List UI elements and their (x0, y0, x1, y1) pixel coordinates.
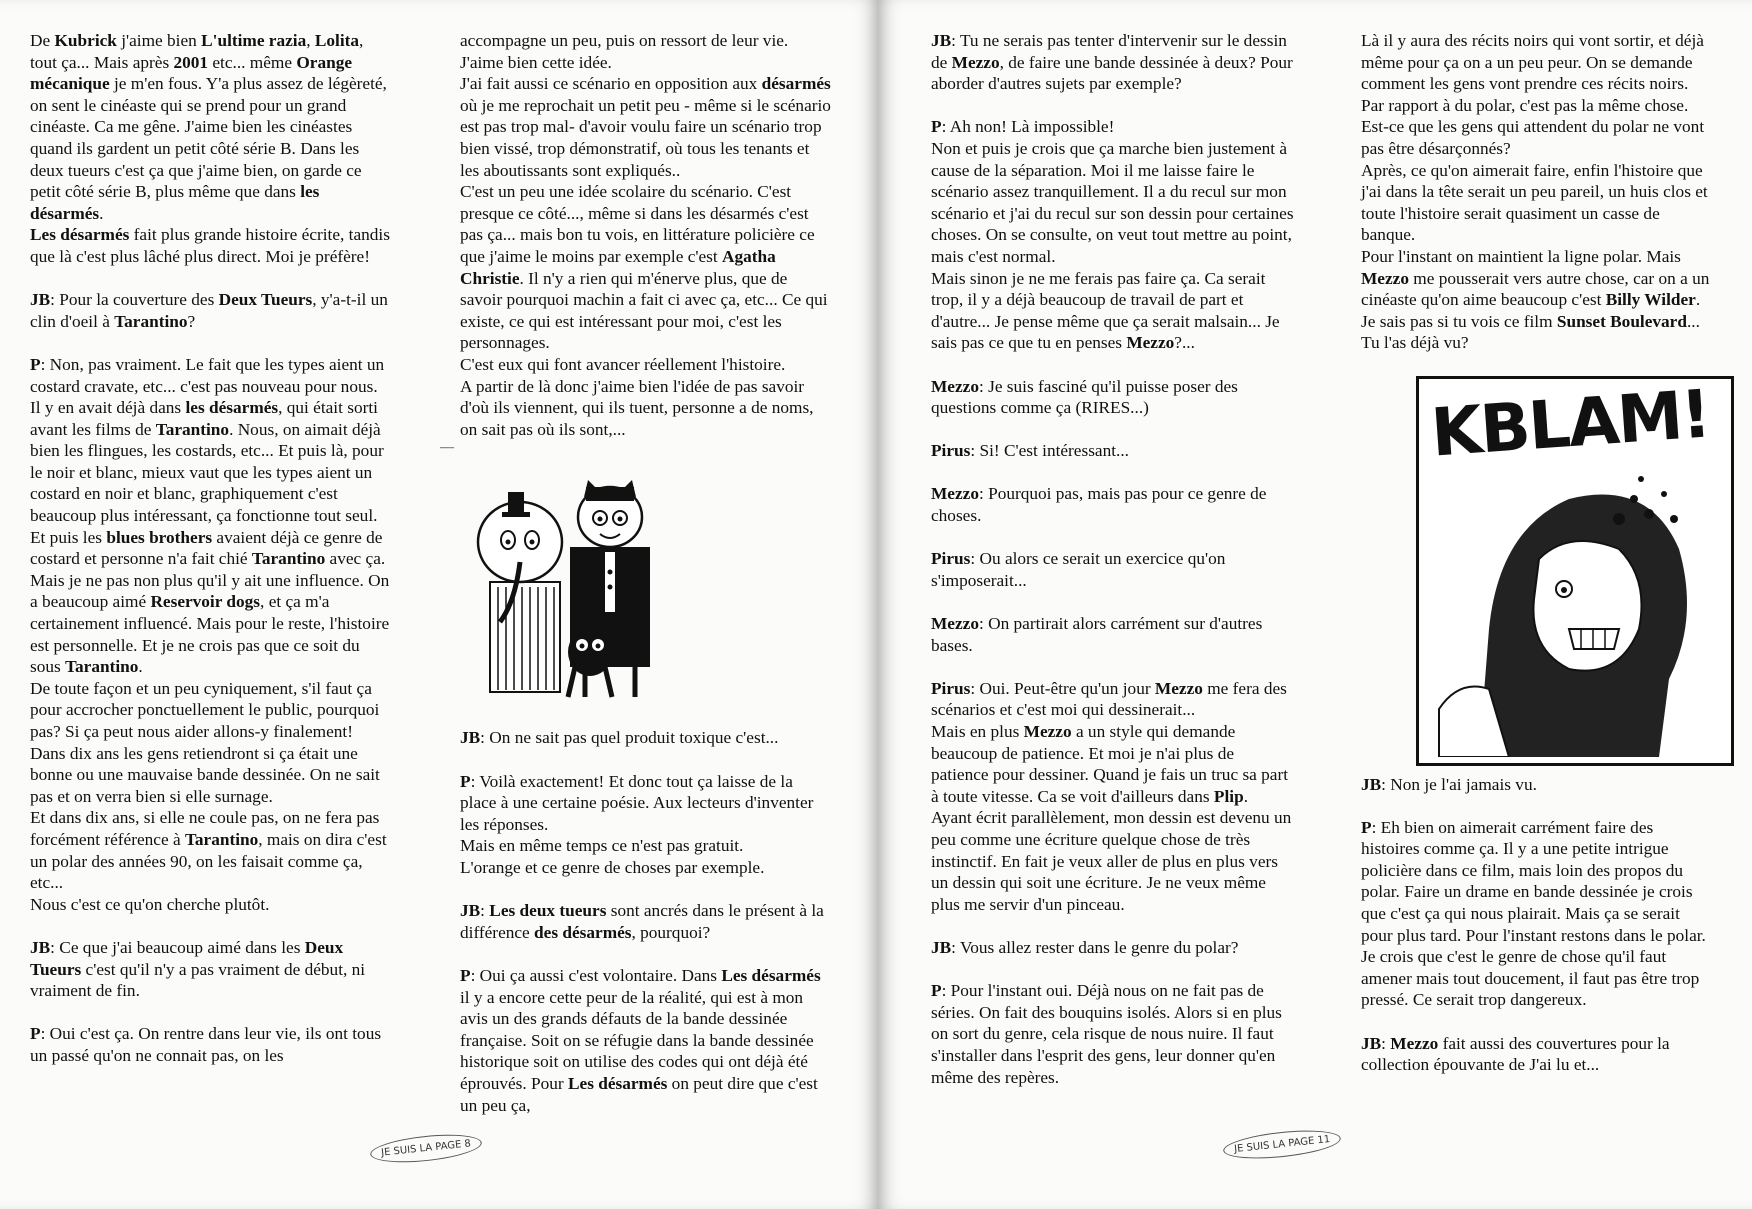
text-run: : Pour la couverture des (50, 290, 219, 310)
paragraph (460, 181, 832, 354)
right-page-column-1 (931, 30, 1295, 1110)
text-run: ?... (1174, 333, 1195, 353)
bold-text-run: Plip (1213, 786, 1244, 806)
text-run: ... Tu l'as déjà vu? (1361, 311, 1700, 353)
bold-text-run: Mezzo (931, 484, 979, 504)
paragraph (30, 527, 392, 678)
bold-text-run: Orange mécanique (30, 52, 353, 94)
text-run: . (99, 203, 104, 223)
text-run: , y'a-t-il un clin d'oeil à (30, 290, 388, 331)
paragraph (1361, 817, 1713, 1011)
text-run: : On partirait alors carrément sur d'autres bases. (931, 614, 1263, 655)
bold-text-run: Les désarmés (721, 966, 821, 985)
bold-text-run: P (460, 771, 471, 791)
text-run: De toute façon et un peu cyniquement, s'il faut ça pour accrocher ponctuellement le public, pourquoi pas? Si ça peut nous aider allons-y finalement! Dans dix ans les gens retiendront si ça était une bonne ou une mauvaise bande dessinée. On ne sait pas et on verra bien si elle surnage. (30, 678, 380, 806)
bold-text-run: Pirus (931, 441, 971, 461)
paragraph (1361, 774, 1713, 796)
bold-text-run: 2001 (173, 52, 209, 72)
paragraph (30, 937, 392, 1002)
paragraph (931, 807, 1295, 915)
text-run: . Il n'y a rien qui m'énerve plus, que de savoir pourquoi machin a fait ci avec ça, etc... Ce qui existe, ce qui est intéressant pour moi, c'est les personnages. (460, 268, 828, 353)
paragraph (931, 937, 1295, 959)
text-run: : Oui ça aussi c'est volontaire. Dans (470, 966, 722, 985)
bold-text-run: Tarantino (184, 829, 259, 849)
bold-text-run: Mezzo (931, 376, 979, 396)
bold-text-run: Pirus (931, 549, 971, 569)
text-run: fait aussi des couvertures pour la collection épouvante de J'ai lu et... (1361, 1033, 1670, 1075)
text-run: : Vous allez rester dans le genre du polar? (951, 937, 1239, 957)
paragraph (460, 771, 832, 836)
paragraph (931, 440, 1295, 462)
text-run: Et puis les (30, 527, 107, 547)
bold-text-run: les désarmés (185, 398, 279, 418)
bold-text-run: P (1361, 817, 1372, 837)
cartoon-illustration (460, 462, 832, 718)
bold-text-run: Reservoir dogs (150, 592, 261, 612)
paragraph (30, 894, 392, 916)
bold-text-run: Tarantino (251, 549, 326, 569)
text-run: A partir de là donc j'aime bien l'idée de pas savoir d'où ils viennent, qui ils tuent, personne a de noms, on sait pas où ils sont,... (460, 376, 814, 439)
text-run: , et ça m'a certainement influencé. Mais pour le reste, l'histoire est personnelle. Et je ne crois pas que ce soit du sous (30, 592, 390, 677)
bold-text-run: Mezzo (1154, 678, 1203, 698)
text-run: . (1243, 786, 1249, 806)
bold-text-run: JB (1361, 1033, 1382, 1053)
text-run: , mais on dira c'est un polar des années 90, on les faisait comme ça, etc... (30, 829, 387, 893)
text-run: on peut dire que c'est un peu ça, (460, 1073, 818, 1115)
text-run: : Ou alors ce serait un exercice qu'on s'imposerait... (931, 549, 1226, 590)
right-page (878, 0, 1752, 1209)
text-run: j'aime bien (116, 31, 202, 50)
text-run: je m'en fous. Y'a plus assez de légèreté, on sent le cinéaste qui se prend pour un grand cinéaste. Ca me gêne. J'aime bien les cinéastes quand ils gardent un petit côté série B. Dans les deux tueurs c'est ça que j'aime bien, on garde ce petit côté série B, plus même que dans (30, 74, 387, 202)
left-page-column-1 (30, 30, 392, 1088)
paragraph (460, 835, 832, 857)
paragraph (931, 376, 1295, 419)
paragraph (460, 52, 832, 74)
text-run: , (306, 31, 315, 50)
text-run: : Je suis fasciné qu'il puisse poser des questions comme ça (RIRES...) (931, 376, 1238, 418)
text-run: C'est eux qui font avancer réellement l'histoire. (460, 354, 786, 374)
bold-text-run: blues brothers (106, 527, 213, 547)
bold-text-run: Mezzo (1361, 268, 1409, 288)
paragraph (30, 1023, 392, 1066)
bold-text-run: Tarantino (114, 311, 188, 331)
paragraph (460, 857, 832, 879)
text-run: : Voilà exactement! Et donc tout ça laisse de la place à une certaine poésie. Aux lecteurs d'inventer les réponses. (460, 771, 814, 834)
text-run: c'est qu'il n'y a pas vraiment de début, ni vraiment de fin. (30, 959, 366, 1001)
text-run: L'orange et ce genre de choses par exemple. (460, 858, 765, 878)
bold-text-run: Pirus (931, 678, 971, 698)
cartoon-characters-drawing (460, 462, 680, 712)
text-run: ? (187, 311, 196, 331)
bold-text-run: Mezzo (1126, 333, 1175, 353)
text-run: : Pour l'instant oui. Déjà nous on ne fait pas de séries. On fait des bouquins isolés. Alors si en plus on sort du genre, cela risque de nous nuire. Il faut s'installer dans l'esprit des gens, leur donner qu'en même des repères. (931, 981, 1282, 1087)
kblam-comic-panel (1416, 376, 1734, 766)
text-run: . Nous, on aimait déjà bien les flingues, les costards, etc... Et puis là, pour le noir et blanc, mieux vaut que les types aient un costard en noir et blanc, graphiquement c'est beaucoup plus intéressant, ça fonctionne tout seul. (30, 419, 384, 526)
text-run: où je me reprochait un petit peu - même si le scénario est pas trop mal- d'avoir voulu faire un scénario trop bien vissé, trop démonstratif, où tous les tenants et les aboutissants sont expliqués.. (460, 95, 831, 180)
bold-text-run: P (30, 354, 41, 374)
paragraph (1361, 246, 1713, 354)
paragraph (30, 807, 392, 893)
text-run: Non et puis je crois que ça marche bien justement à cause de la séparation. Moi il me laisse faire le scénario assez tranquillement. Il a du recul sur mon scénario et j'ai du recul sur son dessin pour certaines choses. On se consulte, on veut tout mettre au point, mais c'est normal. (931, 138, 1294, 266)
text-run: : Oui. Peut-être qu'un jour (970, 678, 1155, 698)
text-run: J'ai fait aussi ce scénario en opposition aux (460, 74, 762, 94)
text-run: accompagne un peu, puis on ressort de leur vie. (460, 31, 789, 50)
text-run: Mais en même temps ce n'est pas gratuit. (460, 836, 744, 856)
paragraph (931, 548, 1295, 591)
bold-text-run: Mezzo (931, 614, 979, 634)
text-run: Là il y aura des récits noirs qui vont sortir, et déjà même pour ça on a un peu peur. On se demande comment les gens vont prendre ces récits noirs. Par rapport à du polar, c'est pas la même chose. Est-ce que les gens qui attendent du polar ne vont pas être désarçonnés? (1361, 31, 1705, 158)
text-run: C'est un peu une idée scolaire du scénario. C'est presque ce côté..., même si dans les désarmés c'est pas ça... mais bon tu vois, en littérature policière ce que j'aime le moins par exemple c'est (460, 182, 815, 266)
text-run: , pourquoi? (631, 922, 711, 942)
paragraph (460, 73, 832, 181)
bold-text-run: P (460, 966, 471, 985)
paragraph (30, 678, 392, 808)
text-run: : (480, 901, 490, 921)
paragraph (30, 224, 392, 267)
bold-text-run: P (931, 981, 942, 1001)
bold-text-run: Sunset Boulevard (1556, 311, 1687, 331)
text-run: : On ne sait pas quel produit toxique c'est... (480, 728, 779, 748)
text-run: Mais sinon je ne me ferais pas faire ça. Ca serait trop, il y a déjà beaucoup de travail de part et d'autre... Je pense même que ça serait malsain... Je sais pas ce que tu en penses (931, 268, 1280, 353)
right-page-column-2-bottom (1361, 774, 1713, 1076)
left-page-column-2-top (460, 30, 832, 440)
bold-text-run: Kubrick (54, 31, 117, 50)
bold-text-run: désarmés (761, 74, 831, 94)
bold-text-run: Mezzo (1390, 1033, 1439, 1053)
paragraph (460, 727, 832, 749)
bold-text-run: Deux Tueurs (30, 937, 344, 979)
bold-text-run: Deux Tueurs (218, 290, 313, 310)
text-run: : Si! C'est intéressant... (970, 441, 1130, 461)
text-run: , tout ça... Mais après (30, 31, 364, 72)
bold-text-run: JB (30, 290, 51, 310)
bold-text-run: Tarantino (65, 657, 139, 677)
page-number-stamp: JE SUIS LA PAGE 11 (1222, 1126, 1342, 1163)
text-run: . Je sais pas si tu vois ce film (1361, 290, 1701, 331)
bold-text-run: Les désarmés (30, 225, 130, 245)
bold-text-run: P (30, 1024, 41, 1044)
bold-text-run: P (931, 117, 942, 137)
paragraph (931, 980, 1295, 1088)
text-run: : Ah non! Là impossible! (941, 117, 1115, 137)
text-run: il y a encore cette peur de la réalité, qui est à mon avis un des grands défauts de la bande dessinée française. Soit on se réfugie dans la bande dessinée historique soit on utilise des codes qui ont déjà été éprouvés. Pour (460, 987, 814, 1093)
bold-text-run: Tarantino (155, 419, 230, 439)
text-run: etc... même (208, 52, 297, 72)
left-page-column-2 (460, 30, 832, 1138)
paragraph (460, 965, 832, 1116)
bold-text-run: JB (931, 31, 952, 50)
paragraph (931, 116, 1295, 138)
paragraph (931, 613, 1295, 656)
text-run: : (1381, 1033, 1391, 1053)
bold-text-run: Mezzo (1023, 722, 1072, 741)
text-run: , qui était sorti avant les films de (30, 398, 378, 439)
paragraph (30, 354, 392, 527)
text-run: : Non, pas vraiment. Le fait que les types aient un costard cravate, etc... c'est pas nouveau pour nous. Il y en avait déjà dans (30, 354, 385, 418)
bold-text-run: JB (1361, 774, 1382, 794)
text-run: . (138, 657, 143, 677)
text-run: J'aime bien cette idée. (460, 52, 612, 72)
kblam-sound-effect: KBLAM! (1428, 374, 1712, 472)
paragraph (460, 354, 832, 376)
text-run: Nous c'est ce qu'on cherche plutôt. (30, 894, 270, 914)
bold-text-run: Agatha Christie (460, 246, 776, 288)
bold-text-run: JB (931, 937, 952, 957)
bold-text-run: Les deux tueurs (489, 901, 607, 921)
text-run: Pour l'instant on maintient la ligne polar. Mais (1361, 246, 1681, 266)
text-run: , de faire une bande dessinée à deux? Pour aborder d'autres sujets par exemple? (931, 52, 1293, 94)
bold-text-run: Mezzo (951, 52, 1000, 72)
paragraph (460, 900, 832, 943)
text-run: : Oui c'est ça. On rentre dans leur vie, ils ont tous un passé qu'on ne connait pas, on les (30, 1024, 382, 1065)
text-run: Ayant écrit parallèlement, mon dessin est devenu un peu comme une écriture quelque chose de très instinctif. En fait je veux aller de plus en plus vers un dessin qui soit une écriture. Je ne veux même plus me servir d'un pinceau. (931, 808, 1292, 914)
paragraph (931, 268, 1295, 354)
paragraph (460, 30, 832, 52)
paragraph (30, 30, 392, 224)
text-run: De (30, 31, 55, 50)
page-number-stamp: JE SUIS LA PAGE 8 (369, 1130, 483, 1167)
text-run: avaient déjà ce genre de costard et personne n'a fait chié (30, 527, 383, 569)
text-run: Mais en plus (931, 722, 1024, 741)
paragraph (1361, 1033, 1713, 1076)
text-run: fait plus grande histoire écrite, tandis que là c'est plus lâché plus direct. Moi je préfère! (30, 225, 390, 266)
right-page-column-2 (1361, 30, 1713, 1097)
text-run: me fera des scénarios et c'est moi qui dessinerait... (931, 678, 1287, 720)
bold-text-run: les désarmés (30, 182, 320, 223)
text-run: me pousserait vers autre chose, car on a un cinéaste qu'on aime beaucoup c'est (1361, 268, 1710, 310)
text-run: avec ça. Mais je ne pas non plus qu'il y ait une influence. On a beaucoup aimé (30, 549, 390, 612)
text-run: a un style qui demande beaucoup de patience. Et moi je n'ai plus de patience pour dessiner. Quand je fais un truc sa part à toute vitesse. Ca se voit d'ailleurs dans (931, 722, 1289, 806)
bold-text-run: des désarmés (534, 922, 632, 942)
paragraph (931, 138, 1295, 268)
bold-text-run: JB (460, 728, 481, 748)
bold-text-run: Les désarmés (568, 1073, 668, 1093)
bold-text-run: Billy Wilder (1605, 290, 1696, 310)
bold-text-run: JB (460, 901, 481, 921)
margin-mark: — (440, 440, 454, 455)
text-run: : Non je l'ai jamais vu. (1381, 774, 1537, 794)
paragraph (931, 30, 1295, 95)
paragraph (1361, 160, 1713, 246)
right-page-column-2-top (1361, 30, 1713, 354)
text-run: : Eh bien on aimerait carrément faire des histoires comme ça. Il y a une petite intrigue policière dans ce film, mais loin des propos du polar. Faire un drame en bande dessinée je crois que c'est ça qui nous plairait. Mais ça se serait pour plus tard. Pour l'instant restons dans le polar. Je crois que c'est le genre de chose qu'il faut amener mais tout doucement, il faut pas être trop pressé. Ce serait trop dangereux. (1361, 817, 1706, 1010)
paragraph (931, 678, 1295, 721)
left-page-column-2-bottom (460, 727, 832, 1116)
text-run: Et dans dix ans, si elle ne coule pas, on ne fera pas forcément référence à (30, 808, 380, 849)
paragraph (30, 289, 392, 332)
bold-text-run: L'ultime razia (201, 31, 307, 50)
text-run: : Pourquoi pas, mais pas pour ce genre de choses. (931, 484, 1267, 526)
text-run: sont ancrés dans le présent à la différence (460, 901, 824, 942)
comic-face-drawing (1419, 374, 1725, 757)
paragraph (931, 483, 1295, 526)
paragraph (1361, 30, 1713, 160)
paragraph (460, 376, 832, 441)
text-run: : Tu ne serais pas tenter d'intervenir sur le dessin de (931, 31, 1287, 72)
text-run: : Ce que j'ai beaucoup aimé dans les (50, 937, 305, 957)
bold-text-run: JB (30, 937, 51, 957)
bold-text-run: Lolita (314, 31, 360, 50)
text-run: Après, ce qu'on aimerait faire, enfin l'histoire que j'ai dans la tête serait un peu pareil, un huis clos et toute l'histoire serait quasiment un casse de banque. (1361, 160, 1708, 245)
paragraph (931, 721, 1295, 807)
